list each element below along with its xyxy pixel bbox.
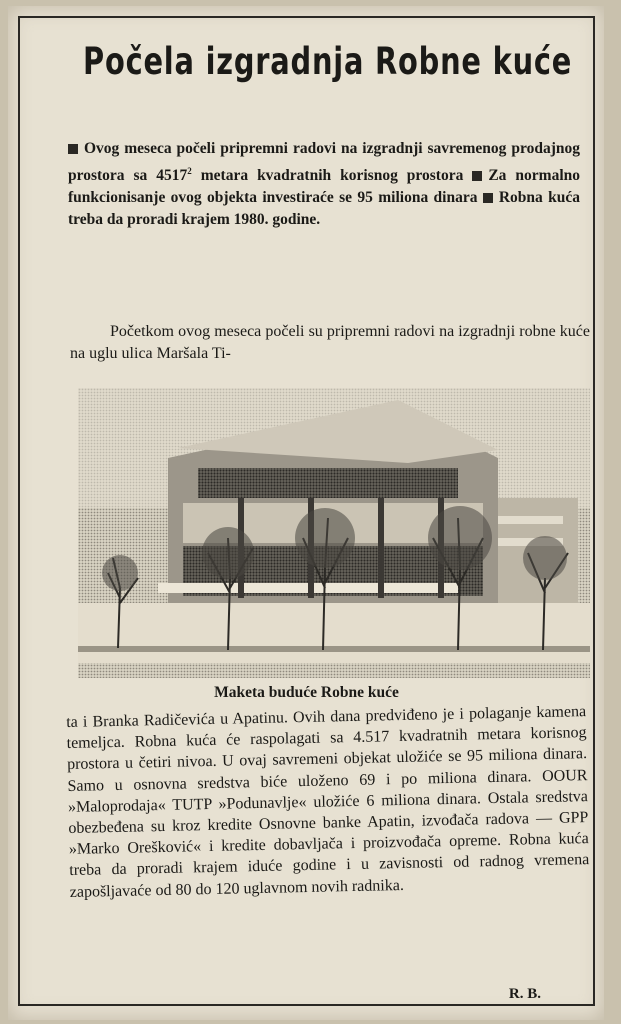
lead-part-3: Robna kuća treba da proradi krajem 1980. godine. (68, 189, 581, 229)
article-intro (70, 321, 590, 365)
newspaper-page (8, 6, 604, 1020)
square-bullet-icon (68, 144, 78, 154)
lead-part-1-end: metara kvadratnih korisnog prostora (191, 167, 464, 185)
article-body (66, 701, 590, 903)
building-model-photo (78, 388, 590, 678)
photo-caption: Maketa buduće Robne kuće (214, 684, 399, 701)
lead-superscript: 2 (187, 166, 192, 176)
article-lead (68, 138, 580, 231)
lead-part-1: Ovog meseca počeli pripremni radovi na izgradnji savremenog prodajnog prostora sa 4517 (68, 140, 580, 185)
intro-paragraph: Početkom ovog meseca počeli su pripremni radovi na izgradnji robne kuće na uglu ulica Maršala Ti- (70, 323, 590, 362)
square-bullet-icon (483, 193, 493, 203)
author-signature: R. B. (508, 986, 541, 1002)
body-paragraph: ta i Branka Radičevića u Apatinu. Ovih dana predviđeno je i polaganje kamena temeljca. Robna kuća će raspolagati sa 4.517 kvadratnih metara korisnog prostora u četiri nivoa. U ovaj savremeni objekat uložiće se 95 miliona dinara. Samo u osnovna sredstva biće uloženo 69 i po miliona dinara. OOUR »Maloprodaja« TUTP »Podunavlje« uložiće 6 miliona dinara. Ostala sredstva obezbeđena su kroz kredite Osnovne banke Apatin, izvođača radova — GPP »Marko Orešković« i kredite dobavljača i proizvođača opreme. Robna kuća treba da proradi krajem iduće godine i u zavisnosti od radnog vremena zapošljavaće od 80 do 120 uglavnom novih radnika. (66, 703, 590, 901)
article-headline: Počela izgradnja Robne kuće (83, 40, 573, 83)
lead-part-2: Za normalno funkcionisanje ovog objekta investiraće se 95 miliona dinara (68, 167, 580, 207)
square-bullet-icon (472, 171, 482, 181)
article-frame (18, 16, 595, 1006)
